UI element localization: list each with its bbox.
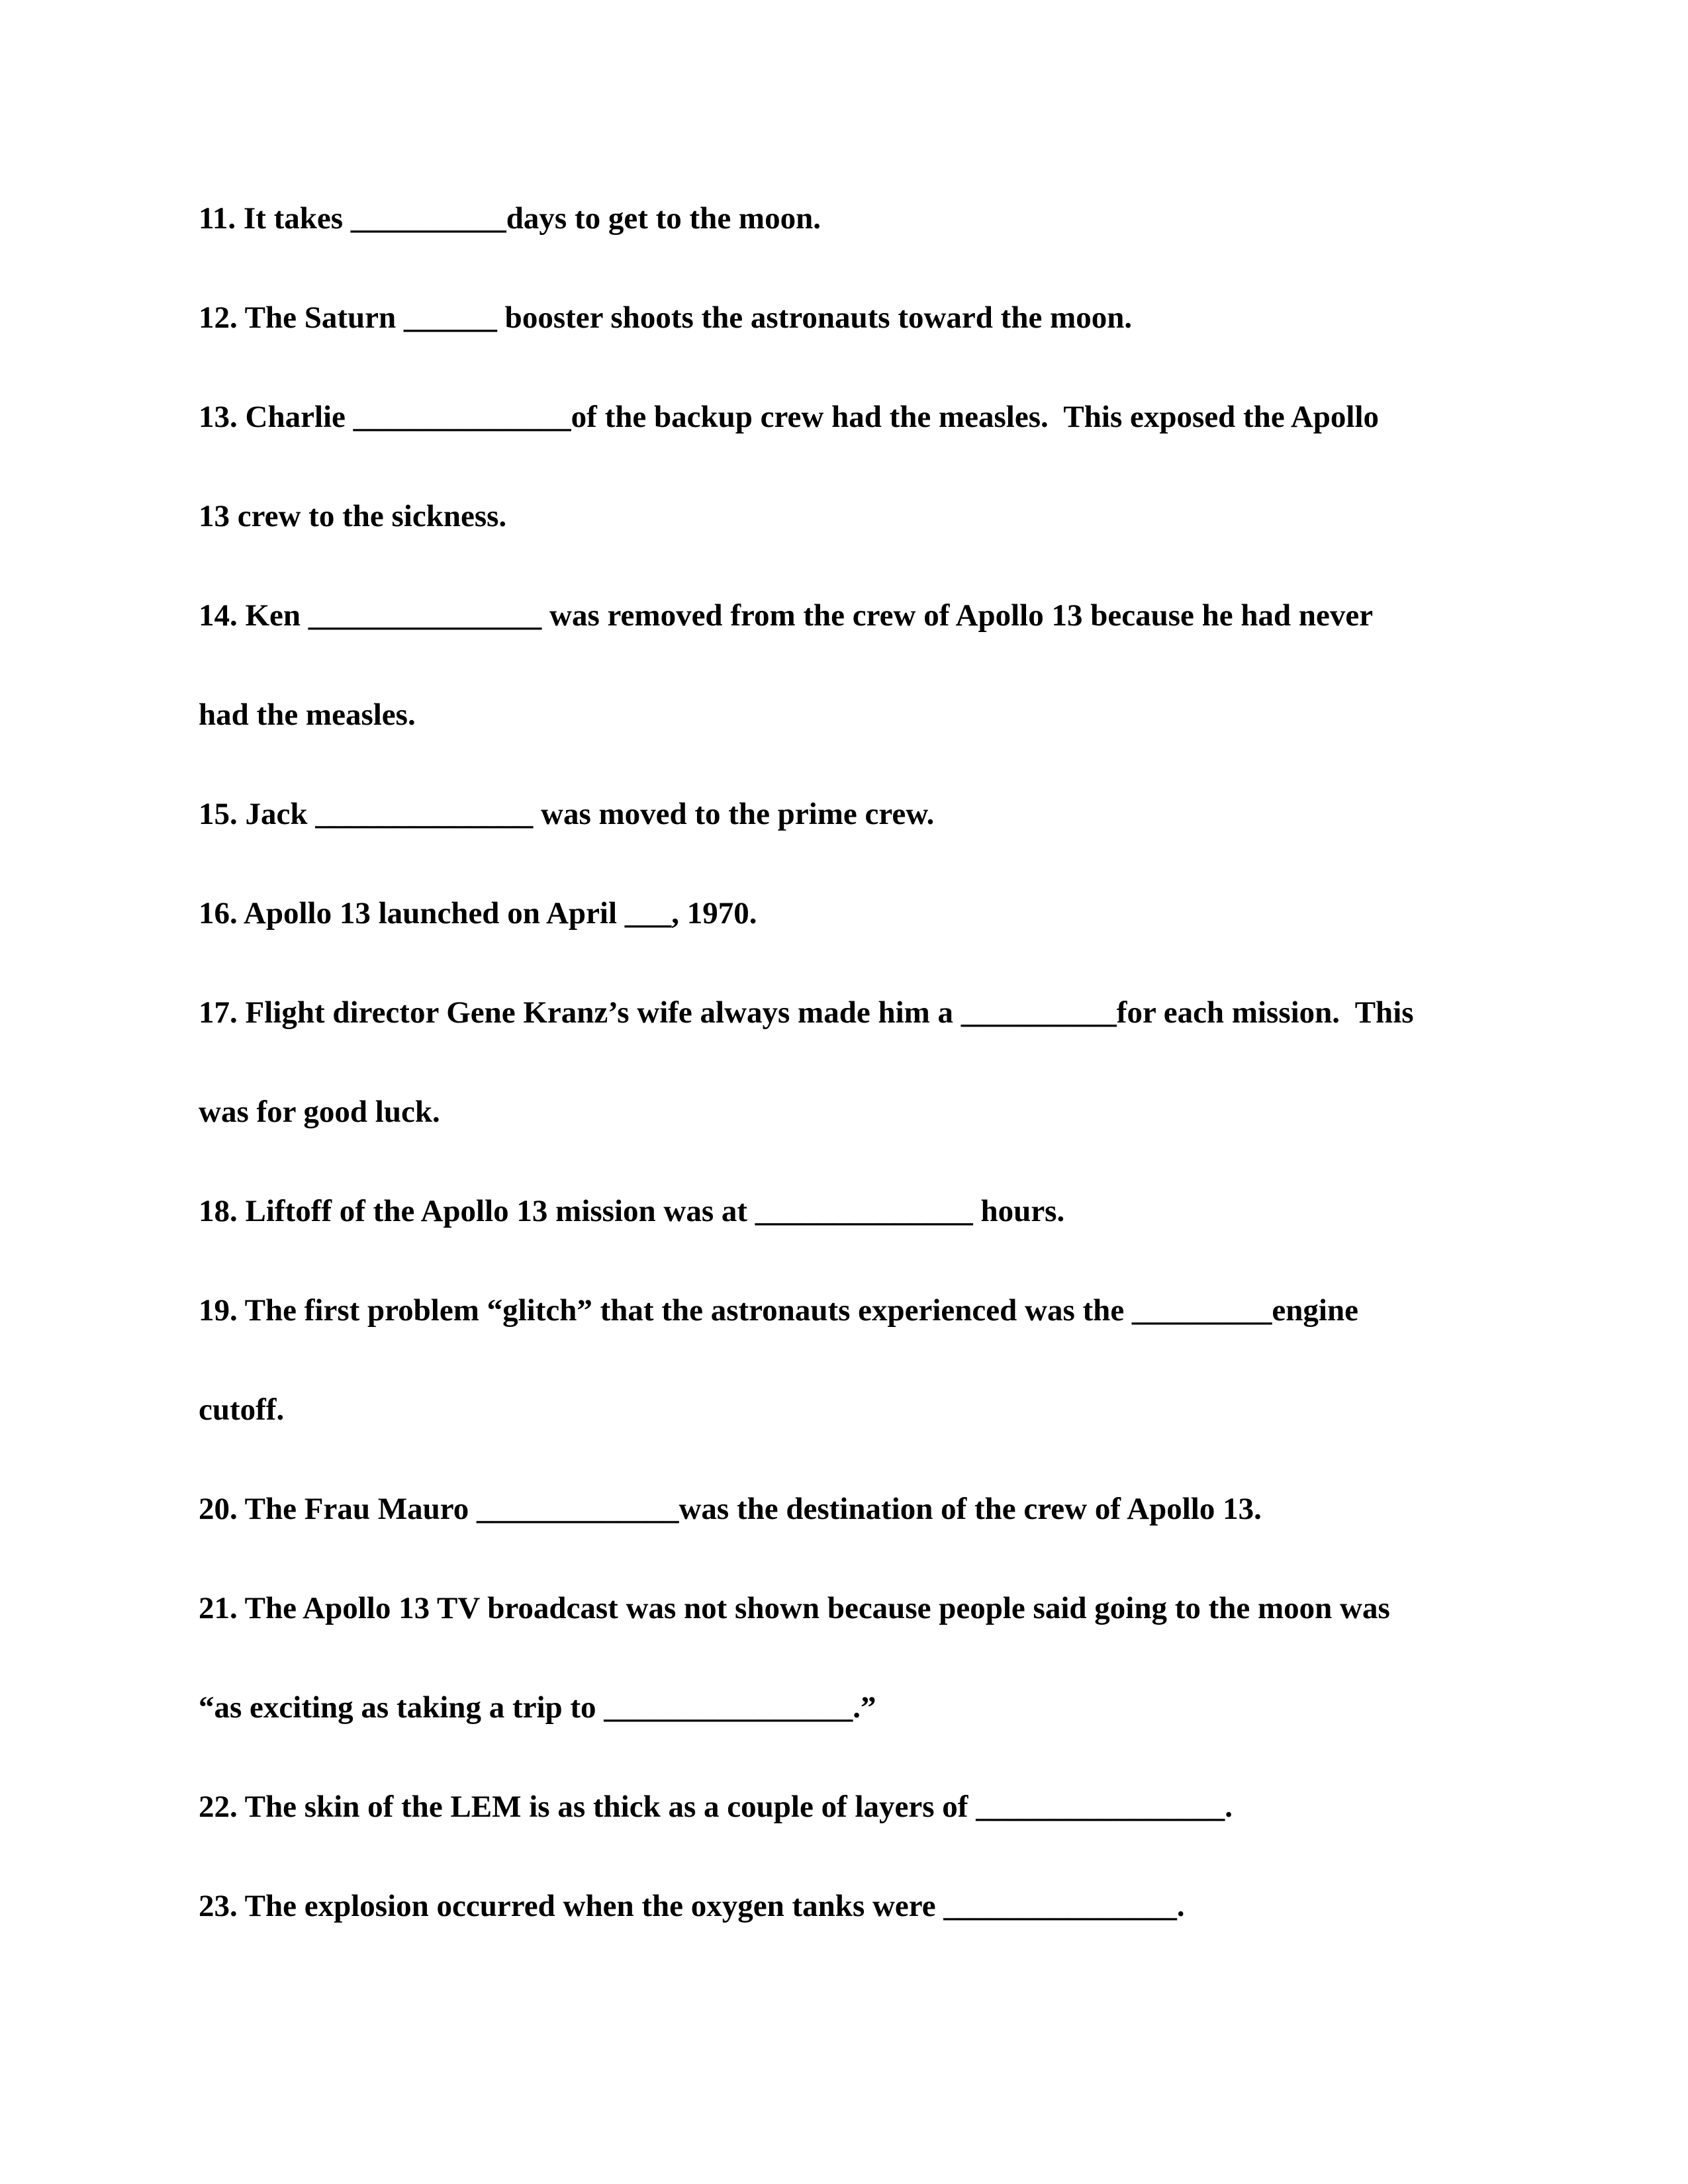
question-21-line-1: 21. The Apollo 13 TV broadcast was not shown because people said going to the moon was xyxy=(199,1591,1390,1625)
question-14-line-2: had the measles. xyxy=(199,698,416,732)
question-17-line-1: 17. Flight director Gene Kranz’s wife always made him a __________for each mission. This xyxy=(199,995,1414,1030)
question-12-line: 12. The Saturn ______ booster shoots the astronauts toward the moon. xyxy=(199,300,1133,335)
question-16-line: 16. Apollo 13 launched on April ___, 1970. xyxy=(199,896,757,931)
question-17-line-2: was for good luck. xyxy=(199,1095,440,1129)
question-15-line: 15. Jack ______________ was moved to the prime crew. xyxy=(199,797,935,831)
question-list xyxy=(199,182,1489,1969)
question-23-line: 23. The explosion occurred when the oxygen tanks were _______________. xyxy=(199,1889,1185,1923)
question-22-line: 22. The skin of the LEM is as thick as a couple of layers of ________________. xyxy=(199,1790,1233,1824)
question-19-line-2: cutoff. xyxy=(199,1392,285,1427)
question-18-line: 18. Liftoff of the Apollo 13 mission was at ______________ hours. xyxy=(199,1194,1065,1228)
question-13-line-1: 13. Charlie ______________of the backup crew had the measles. This exposed the Apollo xyxy=(199,400,1380,434)
question-20-line: 20. The Frau Mauro _____________was the destination of the crew of Apollo 13. xyxy=(199,1492,1262,1526)
question-14-line-1: 14. Ken _______________ was removed from the crew of Apollo 13 because he had never xyxy=(199,598,1374,633)
question-13-line-2: 13 crew to the sickness. xyxy=(199,499,507,533)
question-21-line-2: “as exciting as taking a trip to ________________.” xyxy=(199,1690,876,1725)
question-11-line: 11. It takes __________days to get to the moon. xyxy=(199,201,821,236)
question-19-line-1: 19. The first problem “glitch” that the astronauts experienced was the _________engine xyxy=(199,1293,1358,1328)
